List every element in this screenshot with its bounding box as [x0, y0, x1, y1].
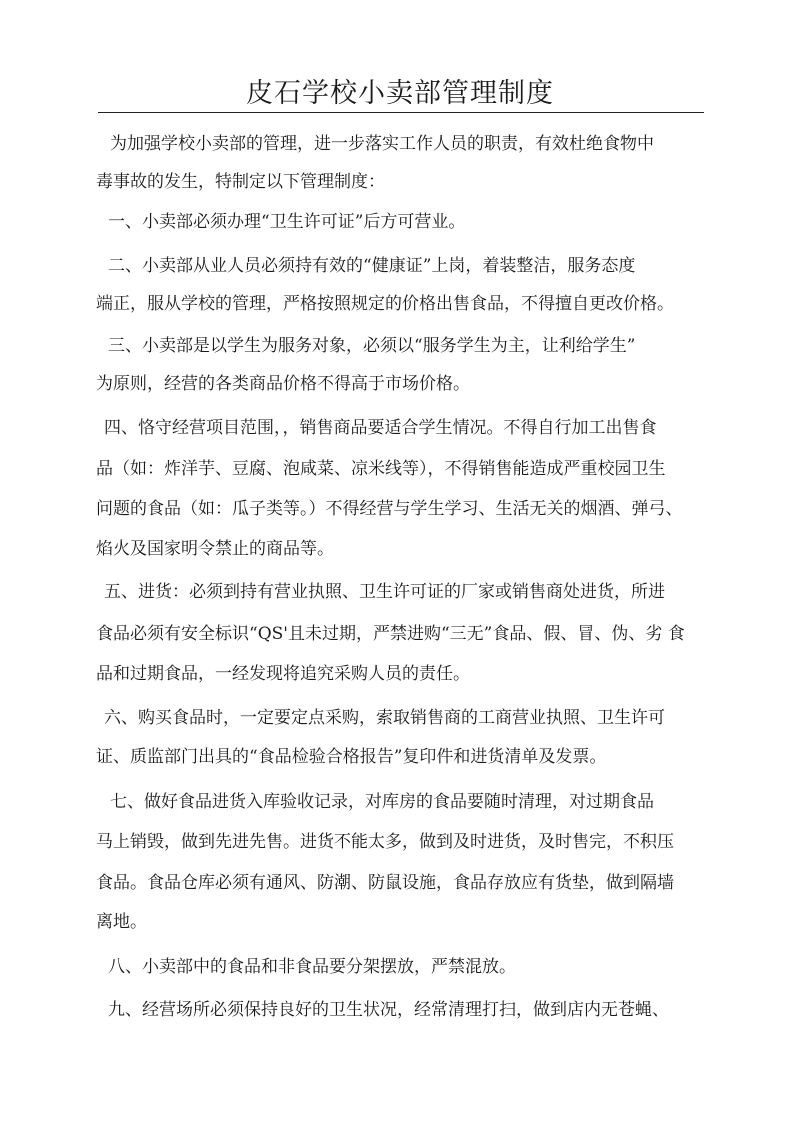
item-5-line-1: 五、进货：必须到持有营业执照、卫生许可证的厂家或销售商处进货，所进	[104, 582, 665, 602]
document-title: 皮石学校小卖部管理制度	[246, 78, 554, 109]
item-4-line-2: 品（如：炸洋芋、豆腐、泡咸菜、凉米线等），不得销售能造成严重校园卫生	[96, 459, 666, 479]
intro-line-2: 毒事故的发生，特制定以下管理制度：	[96, 172, 385, 192]
item-5-line-3: 品和过期食品，一经发现将追究采购人员的责任。	[96, 664, 470, 684]
item-6-line-2: 证、质监部门出具的“食品检验合格报告”复印件和进货清单及发票。	[96, 747, 607, 767]
item-4-line-3: 问题的食品（如：瓜子类等。）不得经营与学生学习、生活无关的烟酒、弹弓、	[96, 499, 683, 519]
item-7-line-3: 食品。食品仓库必须有通风、防潮、防鼠设施，食品存放应有货垫，做到隔墙	[96, 873, 674, 893]
title-underline	[98, 112, 704, 113]
item-3-line-1: 三、小卖部是以学生为服务对象，必须以“服务学生为主，让利给学生”	[108, 336, 636, 356]
item-7-line-2: 马上销毁，做到先进先售。进货不能太多，做到及时进货，及时售完，不积压	[96, 832, 674, 852]
item-9-line-1: 九、经营场所必须保持良好的卫生状况，经常清理打扫，做到店内无苍蝇、	[108, 1000, 669, 1020]
item-6-line-1: 六、购买食品时，一定要定点采购，索取销售商的工商营业执照、卫生许可	[104, 708, 665, 728]
item-5-line-2: 食品必须有安全标识“QS'且未过期，严禁进购“三无”食品、假、冒、伪、劣 食	[96, 624, 685, 644]
item-3-line-2: 为原则，经营的各类商品价格不得高于市场价格。	[96, 374, 470, 394]
item-4-line-1: 四、恪守经营项目范围，，销售商品要适合学生情况。不得自行加工出售食	[104, 418, 657, 438]
item-2-line-1: 二、小卖部从业人员必须持有效的“健康证”上岗，着装整洁，服务态度	[108, 256, 636, 276]
item-8-line-1: 八、小卖部中的食品和非食品要分架摆放，严禁混放。	[108, 957, 516, 977]
item-7-line-1: 七、做好食品进货入库验收记录，对库房的食品要随时清理，对过期食品	[110, 792, 654, 812]
item-1-line-1: 一、小卖部必须办理“卫生许可证”后方可营业。	[108, 212, 466, 232]
item-7-line-4: 离地。	[96, 912, 147, 932]
intro-line-1: 为加强学校小卖部的管理，进一步落实工作人员的职责，有效杜绝食物中	[110, 134, 654, 154]
item-2-line-2: 端正，服从学校的管理，严格按照规定的价格出售食品，不得擅自更改价格。	[96, 294, 674, 314]
item-4-line-4: 焰火及国家明令禁止的商品等。	[96, 539, 334, 559]
